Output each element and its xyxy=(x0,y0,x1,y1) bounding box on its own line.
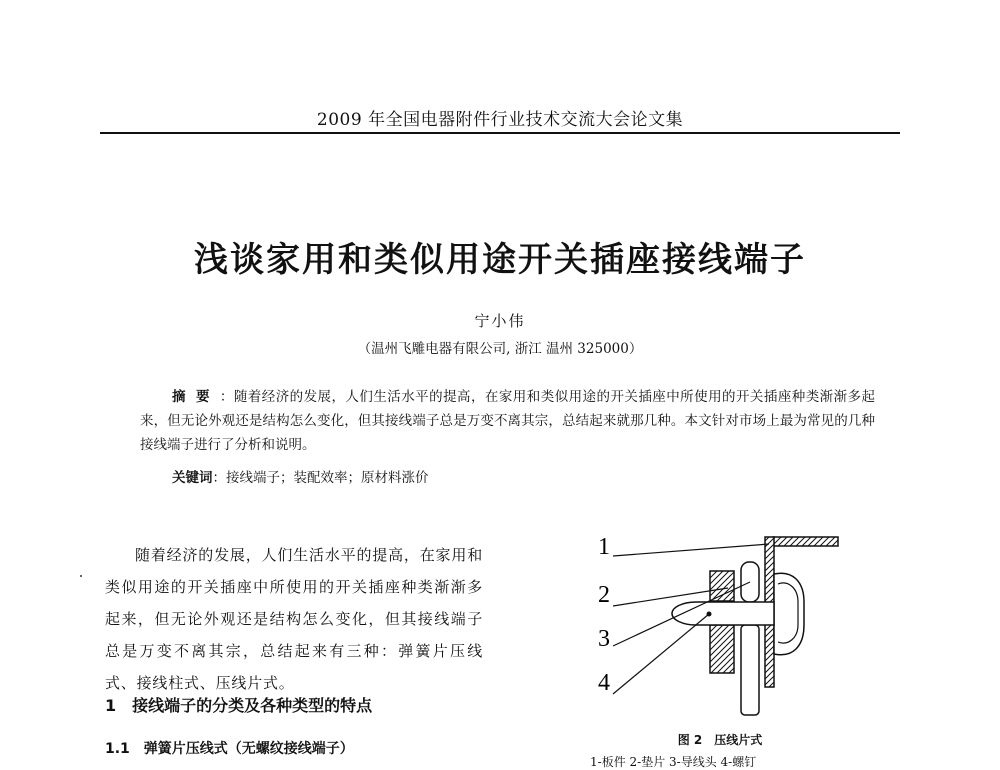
keywords-text: ：接线端子；装配效率；原材料涨价 xyxy=(212,470,429,486)
body-paragraph: 随着经济的发展，人们生活水平的提高，在家用和类似用途的开关插座中所使用的开关插座种类渐渐多起来，但无论外观还是结构怎么变化，但其接线端子总是万变不离其宗，总结起来有三种：弹簧片压线式、接线柱式、压线片式。 xyxy=(105,546,483,692)
washer-upper xyxy=(710,571,734,601)
running-header: 2009 年全国电器附件行业技术交流大会论文集 xyxy=(316,110,684,130)
author-name: 宁小伟 xyxy=(474,312,526,330)
abstract xyxy=(140,385,875,457)
figure-legend: 1-板件 2-垫片 3-导线头 4-螺钉 xyxy=(590,755,757,769)
screw-shank xyxy=(672,602,774,625)
washer-lower xyxy=(710,625,734,673)
section-heading-1: 1 接线端子的分类及各种类型的特点 xyxy=(105,696,373,715)
callout-4: 4 xyxy=(598,670,610,696)
figure-caption: 图 2 压线片式 xyxy=(677,733,763,747)
header-rule xyxy=(100,132,900,134)
keywords xyxy=(172,466,429,486)
leader-1 xyxy=(613,544,769,556)
scan-speck xyxy=(80,575,82,577)
leader-4 xyxy=(613,614,709,694)
wire-end-lower xyxy=(741,625,759,715)
callout-2: 2 xyxy=(598,582,610,608)
callout-3: 3 xyxy=(598,626,610,652)
section-heading-1-1: 1.1 弹簧片压线式（无螺纹接线端子） xyxy=(105,741,354,757)
callout-1: 1 xyxy=(598,534,610,560)
figure-terminal-diagram xyxy=(588,526,850,726)
abstract-text: ：随着经济的发展，人们生活水平的提高，在家用和类似用途的开关插座中所使用的开关插座种类渐渐多起来，但无论外观还是结构怎么变化，但其接线端子总是万变不离其宗，总结起来就那几种。本文针对市场上最为常见的几种接线端子进行了分析和说明。 xyxy=(140,389,876,453)
paper-title: 浅谈家用和类似用途开关插座接线端子 xyxy=(194,240,806,280)
abstract-label: 摘要 xyxy=(172,389,220,405)
author-affiliation: （温州飞雕电器有限公司, 浙江 温州 325000） xyxy=(357,341,643,357)
keywords-label: 关键词 xyxy=(172,470,213,486)
